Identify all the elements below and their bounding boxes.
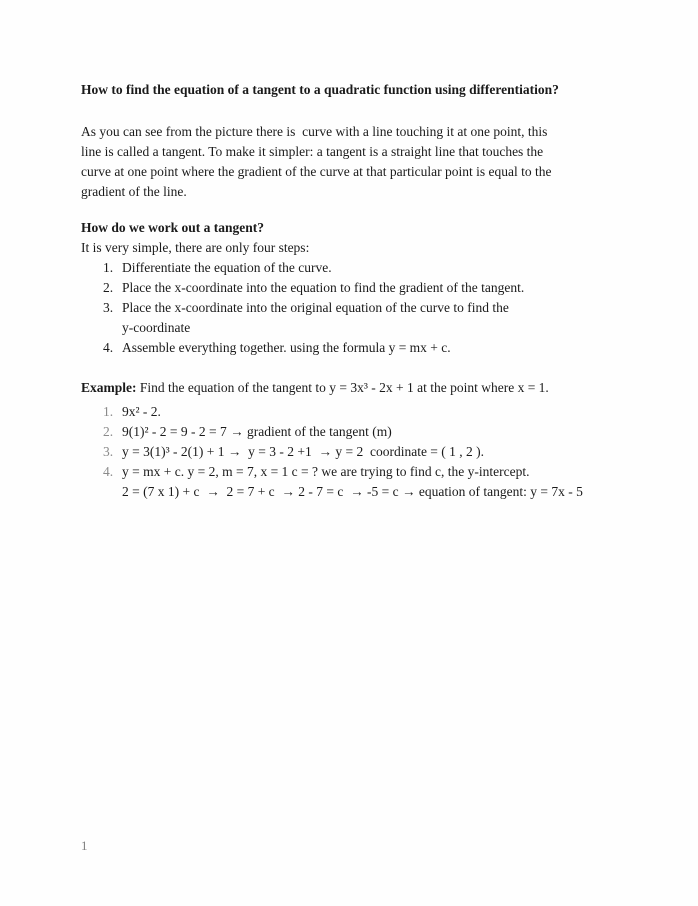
intro-line: gradient of the line. — [81, 184, 187, 199]
list-item-text: 2 = (7 x 1) + c → 2 = 7 + c → 2 - 7 = c → -5 = c → equation of tangent: y = 7x - 5 — [122, 484, 583, 499]
list-item-number: 4. — [103, 464, 114, 479]
intro-line: curve at one point where the gradient of the curve at that particular point is equal to the — [81, 164, 552, 179]
intro-line: line is called a tangent. To make it simpler: a tangent is a straight line that touches the — [81, 144, 544, 159]
intro-paragraph — [81, 122, 618, 202]
list-item-number: 2. — [103, 424, 114, 439]
list-item — [81, 298, 618, 338]
example-lead — [81, 378, 618, 398]
list-item — [81, 338, 618, 358]
list-item — [81, 258, 618, 278]
page-number: 1 — [81, 838, 88, 853]
example-lead-text: Find the equation of the tangent to y = 3x³ - 2x + 1 at the point where x = 1. — [136, 380, 549, 395]
section-heading: How do we work out a tangent? — [81, 220, 265, 235]
intro-line: As you can see from the picture there is curve with a line touching it at one point, this — [81, 124, 548, 139]
list-item-number: 1. — [103, 404, 114, 419]
list-item-text: y-coordinate — [122, 320, 191, 335]
list-item — [81, 422, 618, 442]
list-item-text: Assemble everything together. using the formula y = mx + c. — [122, 340, 451, 355]
list-item-text: 9x² - 2. — [122, 404, 161, 419]
list-item — [81, 402, 618, 422]
doc-title: How to find the equation of a tangent to a quadratic function using differentiation? — [81, 82, 559, 97]
list-item — [81, 442, 618, 462]
list-item-text: Differentiate the equation of the curve. — [122, 260, 332, 275]
list-item — [81, 278, 618, 298]
example-list — [81, 402, 618, 502]
list-item-number: 2. — [103, 280, 114, 295]
list-item-text: 9(1)² - 2 = 9 - 2 = 7 → gradient of the tangent (m) — [122, 424, 392, 439]
section-lead: It is very simple, there are only four steps: — [81, 240, 310, 255]
list-item-text: Place the x-coordinate into the original equation of the curve to find the — [122, 300, 509, 315]
list-item-number: 3. — [103, 300, 114, 315]
list-item-number: 4. — [103, 340, 114, 355]
list-item-text: Place the x-coordinate into the equation to find the gradient of the tangent. — [122, 280, 525, 295]
list-item-number: 1. — [103, 260, 114, 275]
list-item-text: y = mx + c. y = 2, m = 7, x = 1 c = ? we are trying to find c, the y-intercept. — [122, 464, 530, 479]
example-label: Example: — [81, 380, 137, 395]
list-item-text: y = 3(1)³ - 2(1) + 1 → y = 3 - 2 +1 → y = 2 coordinate = ( 1 , 2 ). — [122, 444, 485, 459]
list-item-number: 3. — [103, 444, 114, 459]
list-item — [81, 462, 618, 502]
steps-list — [81, 258, 618, 358]
